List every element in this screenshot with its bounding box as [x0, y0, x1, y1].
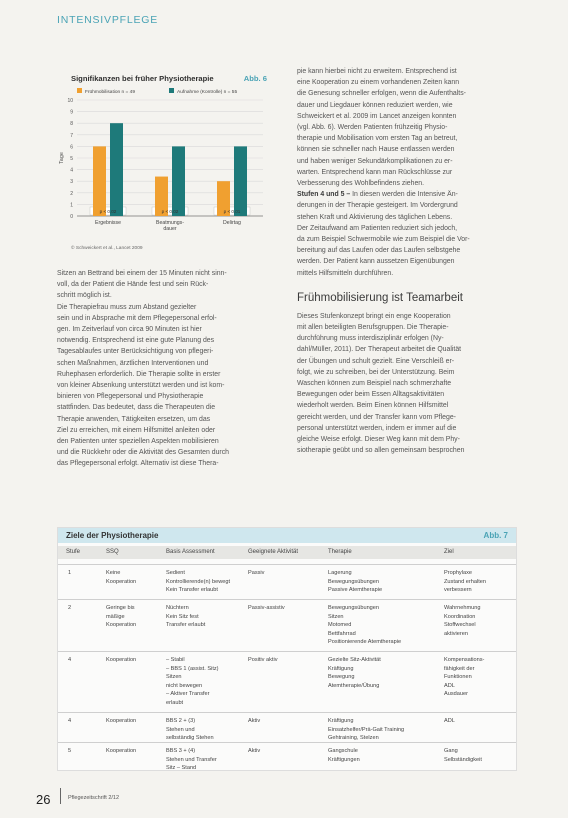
figure-abb6	[57, 66, 269, 262]
y-tick-label: 9	[70, 109, 73, 116]
table-abb7	[57, 527, 517, 771]
text-line: Der Zeitaufwand am Patienten reduziert sich jedoch,	[297, 224, 458, 232]
table-row	[58, 564, 516, 600]
text-line: voll, da der Patient die Hände fest und sein Rück-	[57, 281, 209, 289]
right-column	[297, 66, 513, 457]
text-line: siotherapie geübt und so allen gemeinsam besprochen	[297, 447, 465, 455]
cell-aktivitaet: Aktiv	[248, 748, 261, 754]
text-line: notwendig. Entsprechend ist eine gute Planung des	[57, 337, 215, 345]
journal-name: Pflegezeitschrift 2/12	[68, 795, 120, 801]
text-line: Tagesablaufes unter Berücksichtigung von pflegeri-	[57, 348, 214, 356]
text-line: Ziel zu erreichen, mit einem Hilfsmittel anleiten oder	[57, 426, 216, 434]
stufen-label: Stufen 4 und 5 –	[297, 191, 351, 199]
p-value-label: p < 0,01	[223, 209, 241, 214]
cell-aktivitaet: Passiv-assistiv	[248, 605, 285, 611]
table-row	[58, 599, 516, 652]
bar-chart	[57, 66, 269, 246]
header-assessment: Basis Assessment	[166, 549, 215, 555]
stufen-text: In diesen werden die Intensive Än-	[350, 191, 458, 199]
cell-ziel: Prophylaxe Zustand erhalten verbessern	[444, 570, 486, 594]
bar	[234, 146, 247, 216]
cell-stufe: 4	[68, 657, 72, 663]
text-line: binieren von Pflegepersonal und Physiotherapie	[57, 393, 204, 401]
footer-divider	[60, 788, 61, 804]
table-row	[58, 742, 516, 771]
text-line: mit allen beteiligten Berufsgruppen. Die Therapie-	[297, 324, 449, 332]
text-line: den Patienten unter speziellen Aspekten mobilisieren	[57, 438, 219, 446]
text-line: Ruhephasen erforderlich. Die Therapie sollte in erster	[57, 370, 221, 378]
legend-label: Aufnahme (Kontrolle) n = 55	[177, 90, 238, 95]
bar	[93, 146, 106, 216]
p-value-label: p < 0,02	[161, 209, 179, 214]
text-line: pie kann hierbei nicht zu erweitern. Entsprechend ist	[297, 68, 457, 75]
cell-therapie: Lagerung Bewegungsübungen Passive Atemtherapie	[328, 570, 383, 594]
cell-ziel: Gang Selbständigkeit	[444, 748, 482, 763]
cell-therapie: Kräftigung Einsatzhelfer/Prä-Gait Training Gehtraining, Stelzen	[328, 718, 405, 742]
text-line: dauer und Liegdauer können reduziert werden, wie	[297, 101, 453, 109]
y-tick-label: 1	[70, 202, 73, 209]
table-row	[58, 651, 516, 713]
text-line: können sie schneller nach Hause entlassen werden	[297, 146, 455, 154]
text-line: wiederholt werden. Beim Einen können Hilfsmittel	[297, 402, 449, 410]
text-line: mittels Hilfsmitteln durchführen.	[297, 269, 394, 277]
cell-ziel: Wahrnehmung Koordination Stoffwechsel aktivieren	[444, 605, 481, 637]
x-tick-label: Beatmungs-	[156, 220, 184, 226]
x-tick-label: Ergebnisse	[95, 220, 121, 226]
cell-assessment: BBS 3 + (4) Stehen und Transfer Sitz – Stand	[166, 748, 217, 772]
text-line: schritt möglich ist.	[57, 292, 112, 300]
header-ziel: Ziel	[444, 549, 454, 555]
text-line: von kleiner Absenkung unterstützt werden und ist kom-	[57, 382, 225, 390]
text-line: das Pflegepersonal erfolgt. Alternativ ist diese Thera-	[57, 460, 219, 468]
text-line: warten. Entsprechend kann man Rückschlüsse zur	[297, 168, 453, 176]
cell-assessment: Nüchtern Kein Sitz fest Transfer erlaubt	[166, 605, 206, 629]
text-line: gen. Im Zeitverlauf von circa 90 Minuten ist hier	[57, 326, 202, 334]
cell-stufe: 5	[68, 748, 72, 754]
bar	[172, 146, 185, 216]
y-tick-label: 10	[67, 98, 73, 104]
cell-ssq: Kooperation	[106, 657, 137, 663]
cell-ssq: Kooperation	[106, 748, 137, 754]
table-title: Ziele der Physiotherapie	[66, 531, 159, 540]
section-header: INTENSIVPFLEGE	[57, 14, 159, 26]
x-tick-label: Delirtag	[223, 220, 241, 226]
cell-ziel: Kompensations- fähigkeit der Funktionen ADL Ausdauer	[444, 657, 485, 698]
legend-swatch	[169, 88, 174, 93]
header-ssq: SSQ	[106, 549, 119, 555]
table-row	[58, 712, 516, 743]
table-figure-label: Abb. 7	[483, 531, 508, 540]
y-tick-label: 0	[70, 214, 73, 220]
y-tick-label: 3	[70, 179, 73, 186]
cell-assessment: Sedient Kontrollierende(n) bewegt Kein Transfer erlaubt	[166, 570, 231, 594]
header-therapie: Therapie	[328, 549, 352, 555]
header-stufe: Stufe	[66, 549, 81, 555]
text-line: Dieses Stufenkonzept bringt ein enge Kooperation	[297, 312, 451, 320]
text-line: Die Therapiefrau muss zum Abstand gezielter	[57, 303, 197, 311]
cell-assessment: BBS 2 + (3) Stehen und selbständig Stehen	[166, 718, 214, 742]
cell-ssq: Keine Kooperation	[106, 570, 137, 585]
cell-aktivitaet: Positiv aktiv	[248, 657, 278, 663]
legend-label: Frühmobilisation n = 49	[85, 90, 135, 95]
text-line: Bewegungen oder beim Essen Alltagsaktivitäten	[297, 391, 445, 399]
cell-stufe: 1	[68, 570, 72, 576]
y-axis-label: Tage	[59, 152, 65, 164]
section-heading: Frühmobilisierung ist Teamarbeit	[297, 291, 463, 304]
y-tick-label: 7	[70, 132, 73, 139]
text-line: die Genesung schneller erfolgen, wenn die Aufenthalts-	[297, 90, 466, 98]
chart-figure-label: Abb. 6	[243, 74, 267, 83]
cell-therapie: Gangschule Kräftigungen	[328, 748, 360, 763]
text-line: da zum Beispiel Schwermobile wie zum Beispiel die Vor-	[297, 236, 470, 244]
text-line: schen Maßnahmen, ärztlichen Interventionen und	[57, 359, 209, 367]
cell-aktivitaet: Passiv	[248, 570, 265, 576]
text-line: dahl/Müller, 2011). Der Therapeut arbeitet die Qualität	[297, 346, 462, 354]
cell-assessment: – Stabil – BBS 1 (assist. Sitz) Sitzen nicht bewegen – Aktiver Transfer erlaubt	[166, 657, 219, 706]
text-line: personal unterstützt werden, indem er immer auf die	[297, 424, 457, 432]
text-line: und haben weniger Sekundärkomplikationen zu er-	[297, 157, 453, 165]
cell-aktivitaet: Aktiv	[248, 718, 261, 724]
cell-ziel: ADL	[444, 718, 455, 724]
header-aktivitaet: Geeignete Aktivität	[248, 549, 299, 555]
text-line: Verbesserung des Wohlbefindens ziehen.	[297, 180, 425, 188]
text-line: eine Kooperation zu einem vorhandenen Zeiten kann	[297, 79, 460, 87]
text-line: werden. Der Patient kann aussetzen Eigenübungen	[297, 258, 455, 266]
cell-therapie: Gezielte Sitz-Aktivität Kräftigung Bewegung Atemtherapie/Übung	[328, 657, 381, 689]
text-line: (vgl. Abb. 6). Werden Patienten frühzeitig Physio-	[297, 124, 448, 132]
text-line: stattfinden. Das bedeutet, dass die Therapeuten die	[57, 404, 216, 412]
x-tick-label: dauer	[163, 226, 177, 232]
p-value-label: p < 0,02	[99, 209, 117, 214]
bar	[110, 123, 123, 216]
page-number: 26	[36, 792, 51, 807]
text-line: gleiche Weise erfolgt. Dieser Weg kann mit dem Phy-	[297, 436, 460, 444]
table-header-row	[58, 546, 516, 559]
y-tick-label: 5	[70, 156, 73, 162]
text-line: therapie und Mobilisation vom ersten Tag an betreut,	[297, 135, 458, 143]
cell-therapie: Bewegungsübungen Sitzen Motomed Bettfahrrad Positionierende Atemtherapie	[328, 605, 402, 646]
cell-stufe: 4	[68, 718, 72, 724]
text-line: Therapie anwenden, Tätigkeiten ersetzen, um das	[57, 415, 211, 423]
text-line: Sitzen an Bettrand bei einem der 15 Minuten nicht sinn-	[57, 270, 227, 277]
text-line: durchführung muss interdisziplinär erfolgen (Ny-	[297, 335, 444, 343]
text-line: folgt, wie zu schreiben, bei der Unterstützung. Beim	[297, 368, 455, 376]
y-tick-label: 8	[70, 121, 73, 128]
left-column	[57, 268, 269, 470]
text-line: gereicht werden, und der Transfer kann vom Pflege-	[297, 413, 456, 421]
text-line: bereitung auf das Laufen oder das Laufen selbstgehe	[297, 247, 461, 255]
chart-source: © Schweickert et al., Lancet 2009	[71, 246, 143, 251]
cell-stufe: 2	[68, 605, 72, 611]
y-tick-label: 2	[70, 190, 73, 197]
text-line: derungen in der Therapie gesteigert. Im Vordergrund	[297, 202, 458, 210]
text-line: sein und in Absprache mit dem Pflegepersonal erfol-	[57, 314, 217, 322]
text-line: stehen Kraft und Aktivierung des täglichen Lebens.	[297, 213, 453, 221]
y-tick-label: 4	[70, 167, 73, 174]
text-line: Waschen können zum Beispiel nach schmerzhafte	[297, 380, 452, 388]
legend-swatch	[77, 88, 82, 93]
text-line: Schweickert et al. 2009 im Lancet anzeigen konnten	[297, 112, 457, 120]
chart-title: Signifikanzen bei früher Physiotherapie	[71, 74, 214, 83]
cell-ssq: Geringe bis mäßige Kooperation	[106, 605, 137, 629]
text-line: und die Rückkehr oder die Aktivität des Gesamten durch	[57, 449, 229, 457]
y-tick-label: 6	[70, 144, 73, 151]
text-line: der Übungen und schult gezielt. Eine Verschleiß er-	[297, 357, 455, 365]
cell-ssq: Kooperation	[106, 718, 137, 724]
